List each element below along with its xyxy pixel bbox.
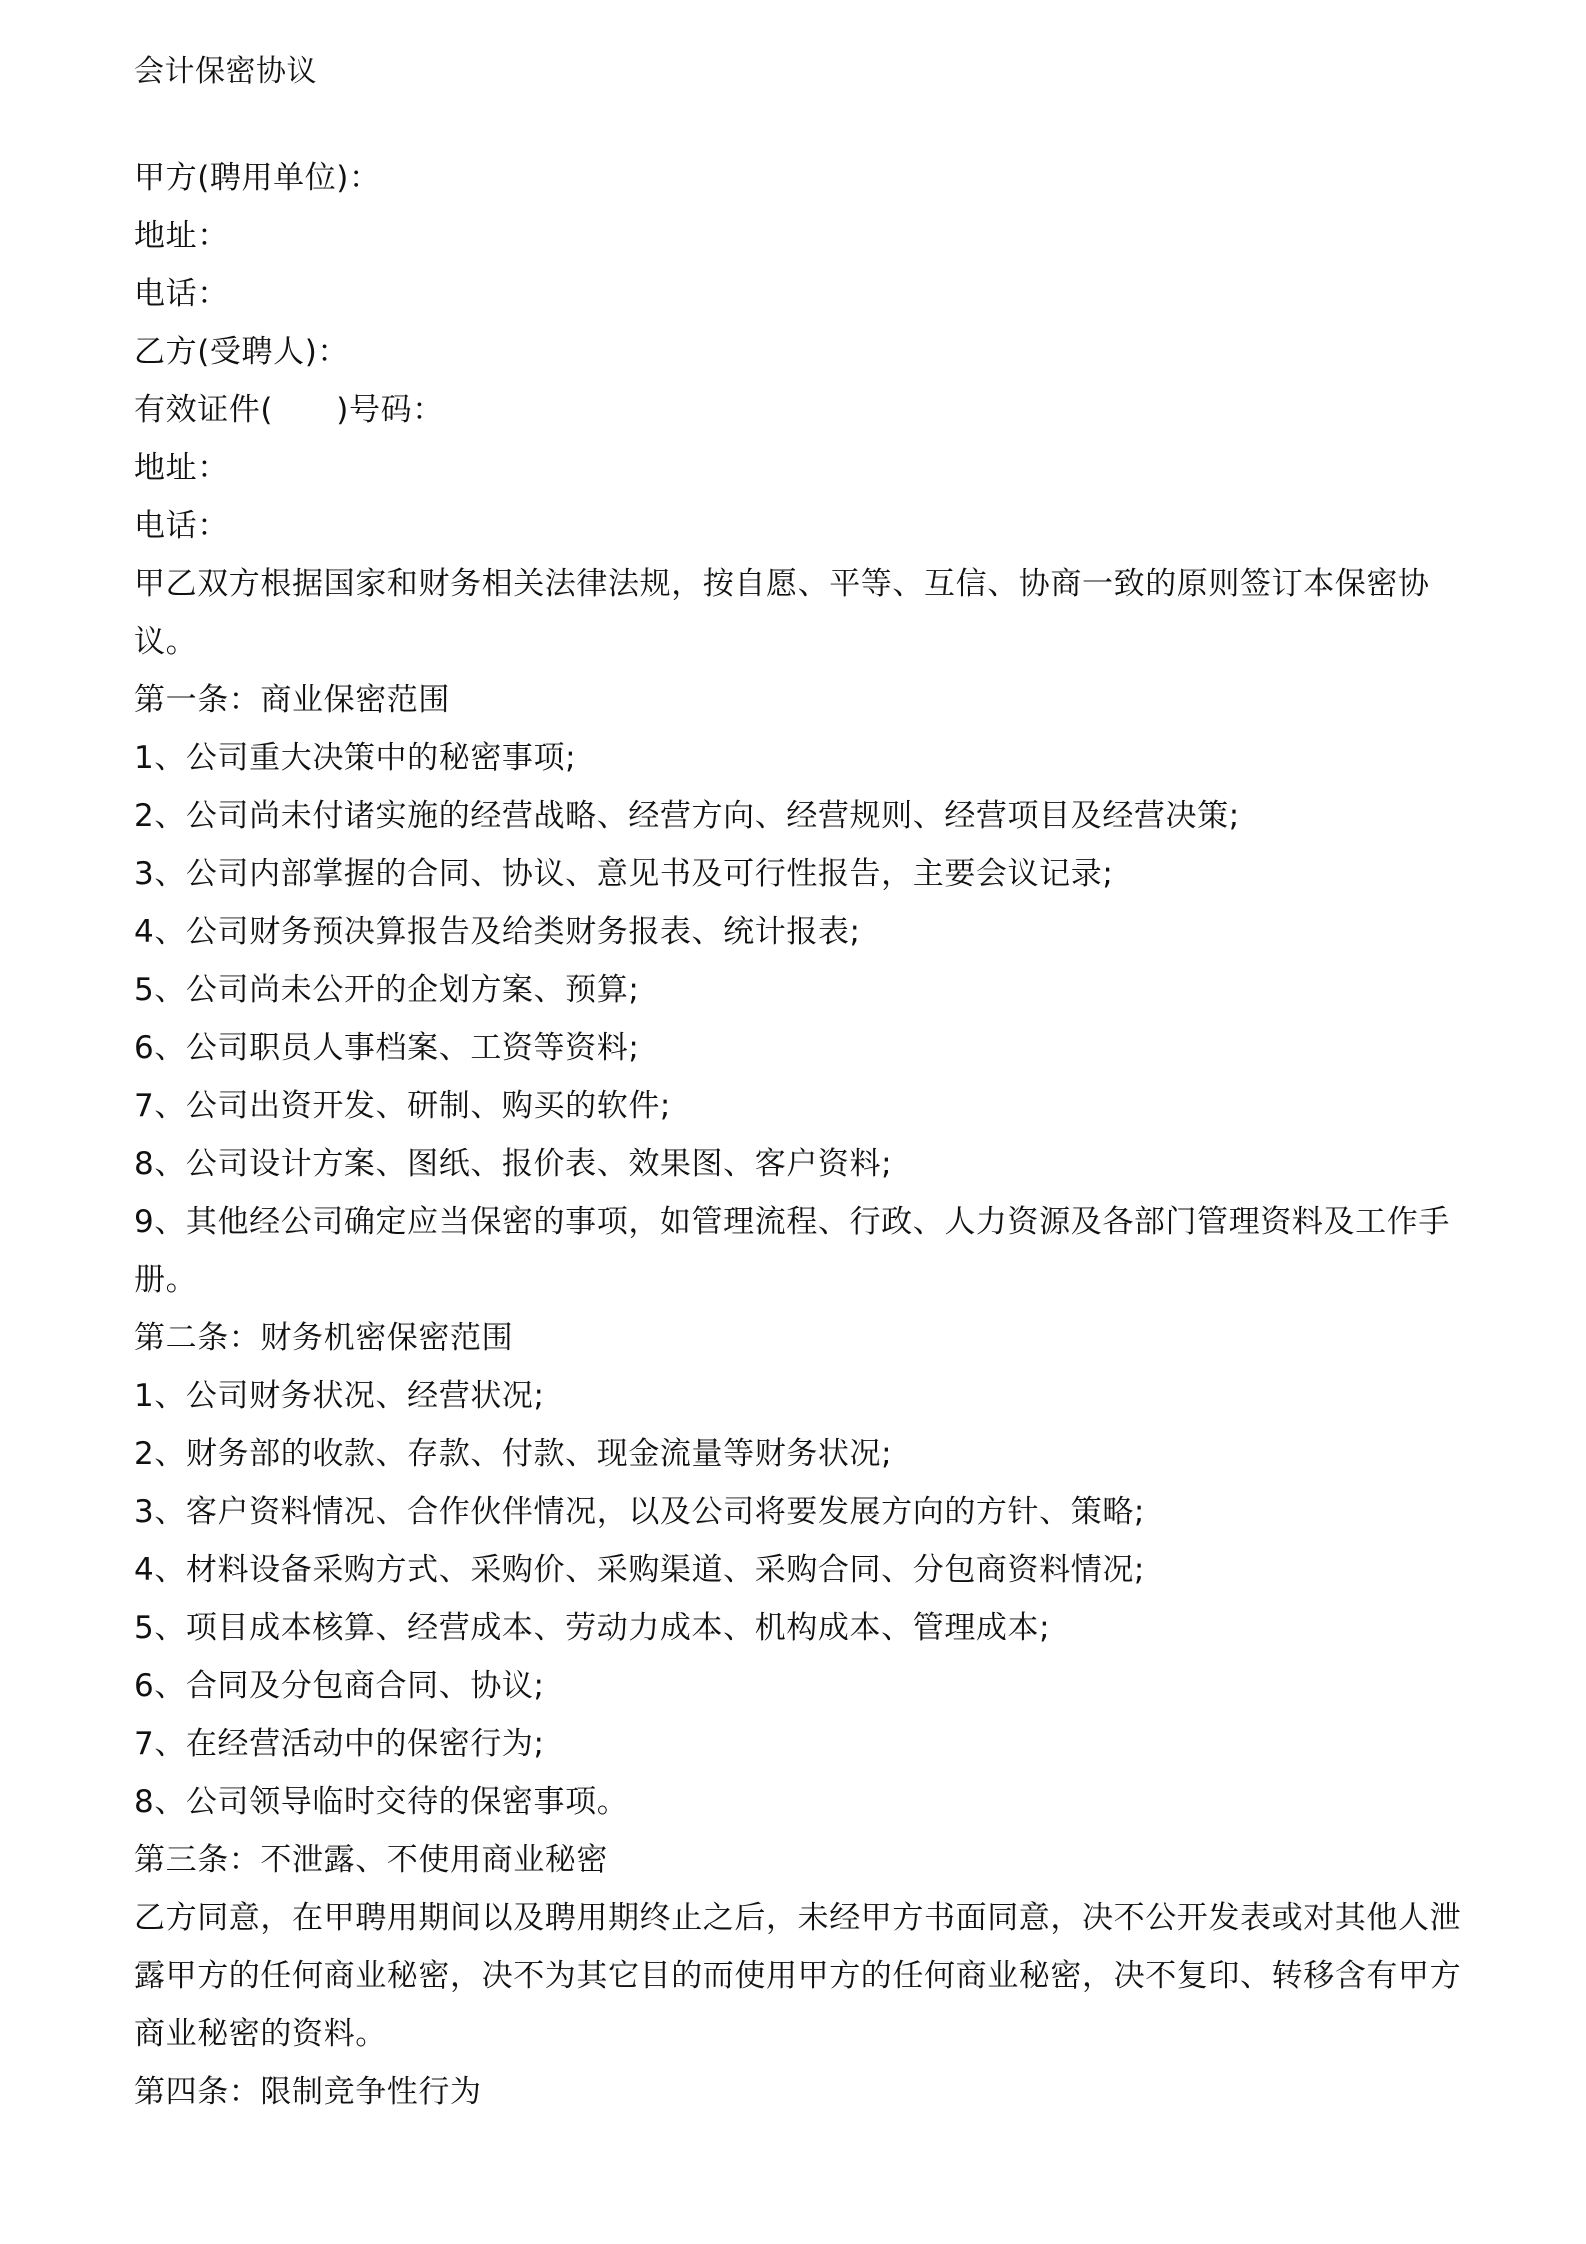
article-1-item: 7、公司出资开发、研制、购买的软件; <box>134 1088 671 1124</box>
document-title: 会计保密协议 <box>134 54 317 89</box>
article-1-item: 2、公司尚未付诸实施的经营战略、经营方向、经营规则、经营项目及经营决策; <box>134 798 1240 834</box>
article-2-item: 1、公司财务状况、经营状况; <box>134 1378 545 1414</box>
article-1-item: 8、公司设计方案、图纸、报价表、效果图、客户资料; <box>134 1146 893 1182</box>
article-2-item: 7、在经营活动中的保密行为; <box>134 1726 545 1762</box>
article-2-item: 6、合同及分包商合同、协议; <box>134 1668 545 1704</box>
document-body <box>134 149 1464 2121</box>
article-1-item: 1、公司重大决策中的秘密事项; <box>134 740 577 776</box>
party-a-name-field: 甲方(聘用单位)： <box>134 160 381 196</box>
article-4-heading: 第四条：限制竞争性行为 <box>134 2074 482 2110</box>
article-1-item: 6、公司职员人事档案、工资等资料; <box>134 1030 640 1066</box>
party-b-name-field: 乙方(受聘人)： <box>134 334 349 370</box>
article-3-heading: 第三条：不泄露、不使用商业秘密 <box>134 1842 608 1878</box>
article-1-item: 5、公司尚未公开的企划方案、预算; <box>134 972 640 1008</box>
article-1-heading: 第一条：商业保密范围 <box>134 682 450 718</box>
article-2-item: 3、客户资料情况、合作伙伴情况，以及公司将要发展方向的方针、策略; <box>134 1494 1145 1530</box>
article-2-item: 2、财务部的收款、存款、付款、现金流量等财务状况; <box>134 1436 893 1472</box>
party-a-address-field: 地址： <box>134 218 229 254</box>
article-1-item: 9、其他经公司确定应当保密的事项，如管理流程、行政、人力资源及各部门管理资料及工作手册。 <box>134 1204 1450 1298</box>
article-3-paragraph: 乙方同意，在甲聘用期间以及聘用期终止之后，未经甲方书面同意，决不公开发表或对其他人泄露甲方的任何商业秘密，决不为其它目的而使用甲方的任何商业秘密，决不复印、转移含有甲方商业秘密的资料。 <box>134 1900 1462 2052</box>
article-2-heading: 第二条：财务机密保密范围 <box>134 1320 514 1356</box>
party-a-phone-field: 电话： <box>134 276 229 312</box>
party-b-address-field: 地址： <box>134 450 229 486</box>
article-1-item: 3、公司内部掌握的合同、协议、意见书及可行性报告，主要会议记录; <box>134 856 1114 892</box>
party-b-phone-field: 电话： <box>134 508 229 544</box>
preamble-paragraph: 甲乙双方根据国家和财务相关法律法规，按自愿、平等、互信、协商一致的原则签订本保密协议。 <box>134 566 1430 660</box>
party-b-id-field: 有效证件( )号码： <box>134 392 444 428</box>
article-2-item: 4、材料设备采购方式、采购价、采购渠道、采购合同、分包商资料情况; <box>134 1552 1145 1588</box>
article-2-item: 5、项目成本核算、经营成本、劳动力成本、机构成本、管理成本; <box>134 1610 1051 1646</box>
article-1-item: 4、公司财务预决算报告及给类财务报表、统计报表; <box>134 914 861 950</box>
article-2-item: 8、公司领导临时交待的保密事项。 <box>134 1784 629 1820</box>
